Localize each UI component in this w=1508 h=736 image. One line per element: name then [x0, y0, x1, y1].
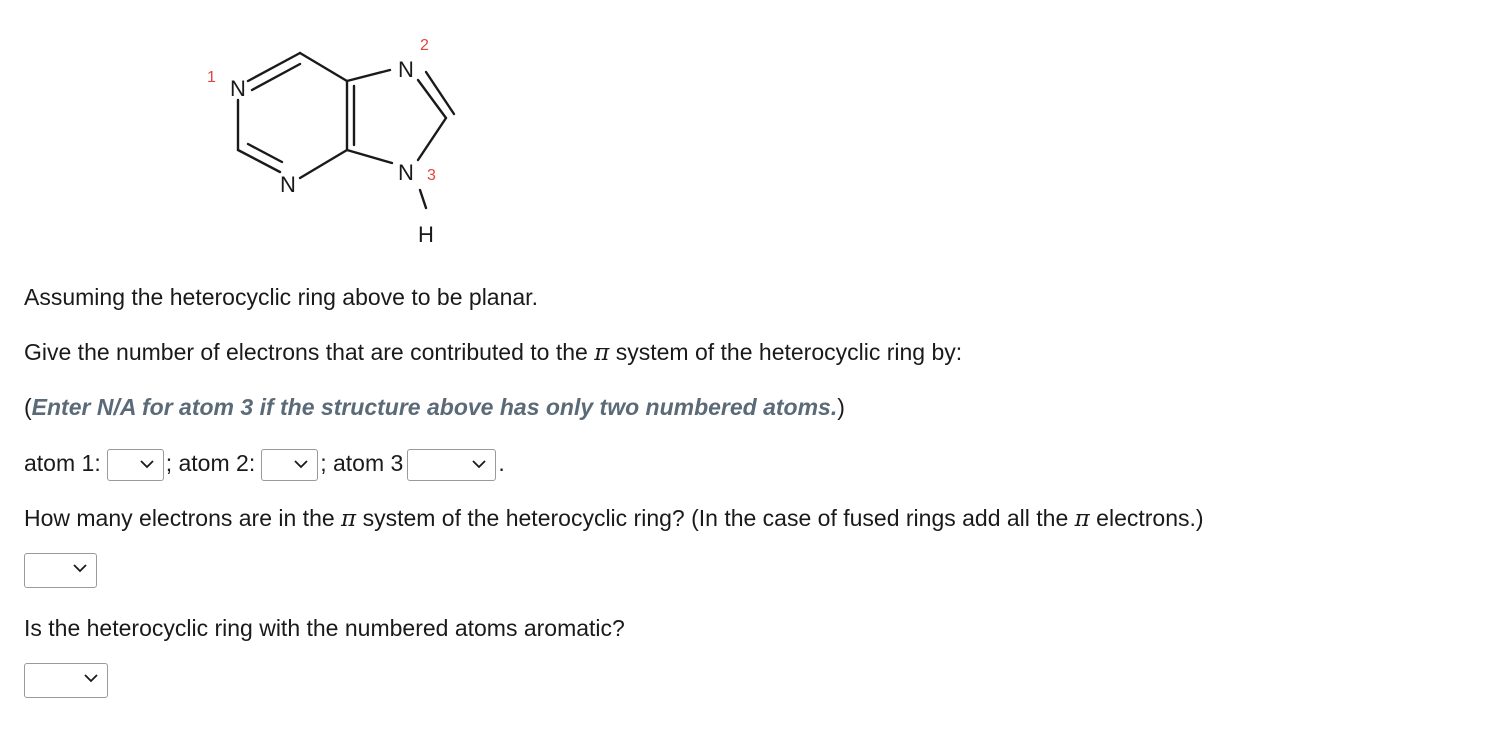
atom-number-3: 3: [427, 167, 436, 184]
atom3-select[interactable]: [407, 449, 496, 481]
bond-c2-n-double: [248, 144, 282, 162]
chevron-down-icon: [294, 459, 308, 469]
atom2-select[interactable]: [261, 449, 318, 481]
pi-total-after: electrons.): [1096, 505, 1204, 531]
bond-c4-n9: [347, 150, 392, 163]
prompt-text: [24, 337, 962, 368]
aromatic-question: Is the heterocyclic ring with the numbered atoms aromatic?: [24, 615, 625, 641]
bond-n7-c8-double: [426, 72, 454, 114]
chemical-structure: [190, 20, 480, 260]
bond-c8-n9: [418, 118, 446, 160]
pi-symbol: π: [341, 506, 357, 532]
bond-n7-c8: [418, 80, 446, 118]
pi-total-before: How many electrons are in the: [24, 505, 335, 531]
chevron-down-icon: [84, 673, 98, 683]
atom-h-text: H: [418, 222, 434, 247]
atom-n1-text: N: [230, 76, 246, 101]
chevron-down-icon: [140, 459, 154, 469]
atom-n2-text: N: [398, 57, 414, 82]
intro-text: Assuming the heterocyclic ring above to be planar.: [24, 284, 538, 310]
note-text: Enter N/A for atom 3 if the structure above has only two numbered atoms.: [31, 394, 838, 420]
pi-total-middle: system of the heterocyclic ring? (In the case of fused rings add all the: [362, 505, 1069, 531]
bond-c6-c5: [300, 53, 347, 81]
prompt-before-pi: Give the number of electrons that are contributed to the: [24, 339, 588, 365]
purine-structure-svg: [190, 20, 480, 260]
atom2-label: atom 2:: [178, 450, 256, 476]
pi-total-select[interactable]: [24, 553, 97, 588]
instruction-note: [24, 392, 845, 422]
note-open-paren: (: [24, 394, 32, 420]
pi-total-question: [24, 503, 1204, 534]
atom-n3-text: N: [398, 160, 414, 185]
chevron-down-icon: [472, 459, 486, 469]
note-close-paren: ): [837, 394, 845, 420]
atom-number-2: 2: [420, 37, 429, 54]
chevron-down-icon: [73, 563, 87, 573]
aromatic-select[interactable]: [24, 663, 108, 698]
bond-n1-c6-double: [252, 64, 300, 90]
atom3-label: atom 3: [333, 450, 404, 476]
bond-n9-h: [420, 190, 426, 208]
atom2-separator: ;: [320, 450, 327, 476]
prompt-after-pi: system of the heterocyclic ring by:: [615, 339, 963, 365]
bond-c5-n7: [347, 70, 390, 81]
atoms-row-end: .: [498, 450, 505, 476]
atom-number-1: 1: [207, 69, 216, 86]
pi-symbol: π: [1074, 506, 1090, 532]
atom1-label: atom 1:: [24, 450, 101, 476]
atom-n-bottom-text: N: [280, 172, 296, 197]
bond-c2-n: [238, 150, 280, 172]
atom1-separator: ;: [165, 450, 173, 476]
bond-c4-n3: [300, 150, 347, 178]
atom1-select[interactable]: [107, 449, 164, 481]
pi-symbol: π: [594, 340, 610, 366]
atoms-row: [24, 448, 505, 481]
